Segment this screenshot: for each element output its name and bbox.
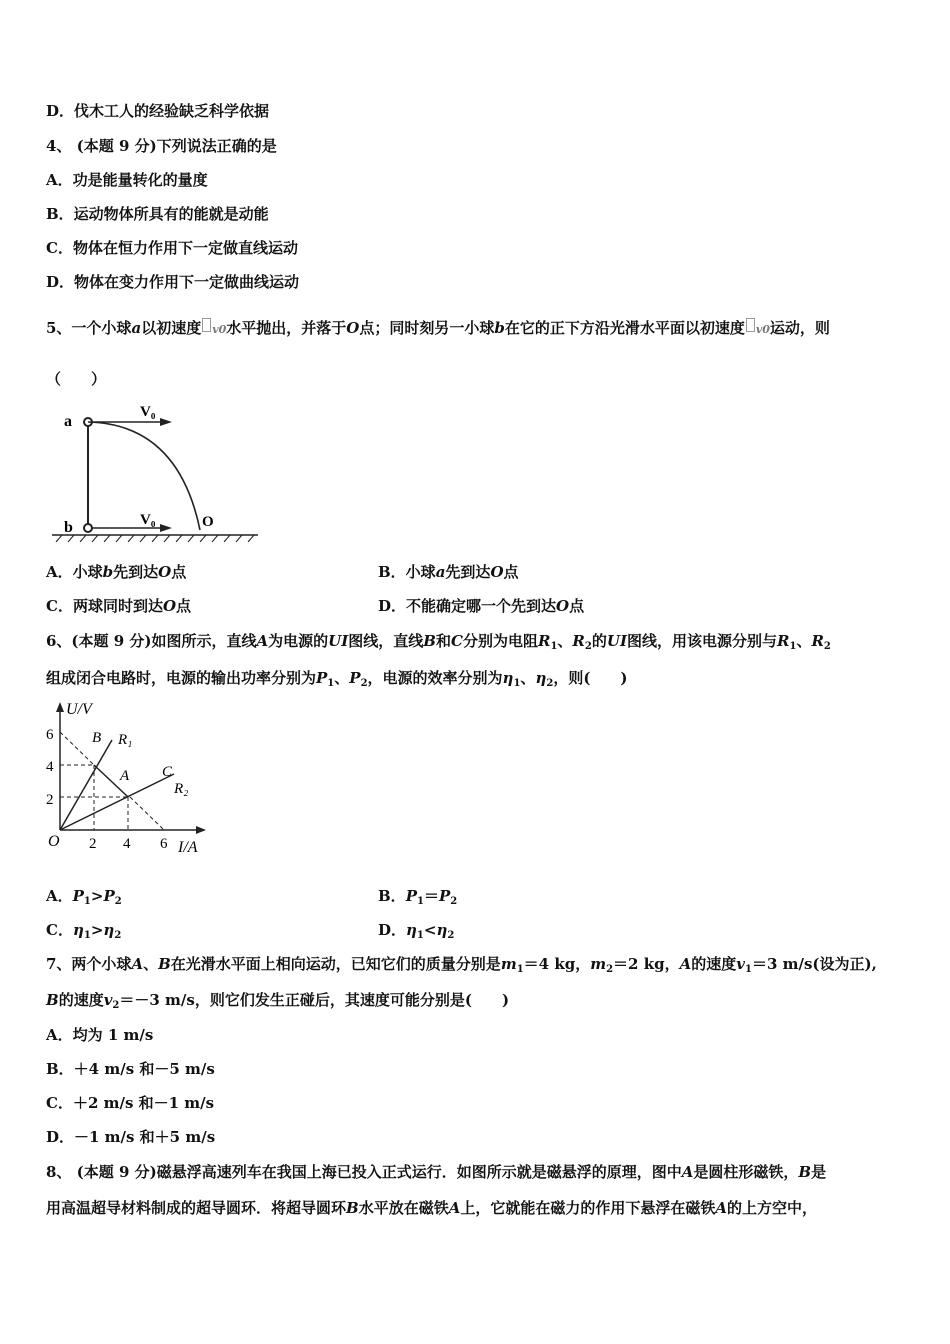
q4-option-c: C．物体在恒力作用下一定做直线运动 [46,239,298,257]
q6-option-d: D．$\eta_1<\eta_2$ [378,921,455,941]
q5-stem: 5、一个小球a以初速度 v0水平抛出，并落于O点；同时刻另一小球b在它的正下方沿光滑水平面以初速度 v0运动，则 [46,319,830,337]
q5-projectile-figure [48,402,260,546]
q7-option-c: C．＋2 m/s 和－1 m/s [46,1094,215,1112]
q5-option-d: D．不能确定哪一个先到达O点 [378,597,585,615]
graph-ytick-2: 2 [46,792,54,808]
q7-stem-line2: B的速度$v_2=-3$ m/s，则它们发生正碰后，其速度可能分别是( ) [46,991,510,1011]
graph-line-b: B [92,730,102,746]
q8-stem-line1: 8、 (本题 9 分)磁悬浮高速列车在我国上海已投入正式运行．如图所示就是磁悬浮的原理，图中A是圆柱形磁铁，B是 [46,1163,827,1181]
graph-ylabel: U/V [66,701,92,718]
q7-option-d: D．－1 m/s 和＋5 m/s [46,1128,216,1146]
q6-ui-graph [40,696,220,861]
graph-ytick-6: 6 [46,727,54,743]
graph-line-r2: R₂ [174,781,189,797]
fig-label-b: b [64,519,73,536]
q7-stem-line1: 7、两个小球A、B在光滑水平面上相向运动，已知它们的质量分别是$m_1=4$ kg，$m_2=2$ kg，A的速度$v_1=3$ m/s(设为正), [46,955,877,975]
q7-option-b: B．＋4 m/s 和－5 m/s [46,1060,215,1078]
q3-option-d: D．伐木工人的经验缺乏科学依据 [46,102,270,120]
q6-option-a: A．$P_1>P_2$ [46,887,122,907]
graph-line-r1: R₁ [118,732,133,748]
q4-option-b: B．运动物体所具有的能就是动能 [46,205,269,223]
graph-line-a: A [120,768,130,784]
fig-label-v0-bottom: V₀ [140,512,156,528]
missing-glyph-icon [202,318,211,332]
graph-xtick-6: 6 [160,836,168,852]
q5-option-c: C．两球同时到达O点 [46,597,192,615]
q4-option-d: D．物体在变力作用下一定做曲线运动 [46,273,300,291]
graph-xtick-4: 4 [123,836,131,852]
graph-ytick-4: 4 [46,759,54,775]
graph-line-c: C [162,764,173,780]
q4-option-a: A．功是能量转化的量度 [46,171,208,189]
missing-glyph-icon [746,318,755,332]
fig-label-a: a [64,413,72,430]
q6-stem-line1: 6、(本题 9 分)如图所示，直线A为电源的UI图线，直线B和C分别为电阻$R_1$、$R_2$的UI图线，用该电源分别与$R_1$、$R_2$ [46,632,831,652]
fig-label-o: O [202,514,214,530]
q5-option-b: B．小球a先到达O点 [378,563,519,581]
q6-stem-line2: 组成闭合电路时，电源的输出功率分别为$P_1$、$P_2$，电源的效率分别为$\eta_1$、$\eta_2$，则( ) [46,669,628,689]
q6-option-b: B．$P_1=P_2$ [378,887,458,907]
q8-stem-line2: 用高温超导材料制成的超导圆环．将超导圆环B水平放在磁铁A上，它就能在磁力的作用下悬浮在磁铁A的上方空中， [46,1199,818,1217]
graph-xlabel: I/A [178,839,198,856]
q6-option-c: C．$\eta_1>\eta_2$ [46,921,122,941]
q5-option-a: A．小球b先到达O点 [46,563,187,581]
q5-answer-paren: （ ） [46,370,107,388]
fig-label-v0-top: V₀ [140,404,156,420]
graph-origin: O [48,833,60,850]
graph-xtick-2: 2 [89,836,97,852]
q4-stem: 4、 (本题 9 分)下列说法正确的是 [46,137,277,155]
q7-option-a: A．均为 1 m/s [46,1026,154,1044]
